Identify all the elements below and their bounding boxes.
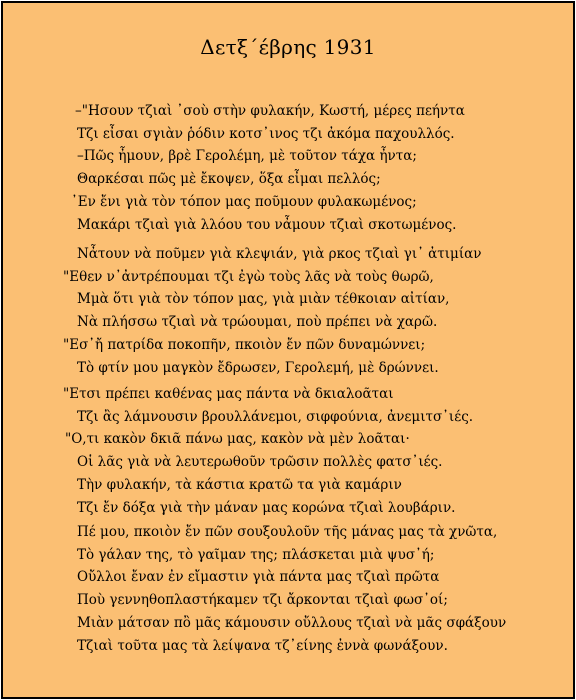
poem-line: Τζι εἶσαι σγιὰν ῥόδιν κοτσ᾽ινος τζι ἀκόμα παχουλλός. — [77, 125, 455, 142]
poem-line: Νὰ πλήσσω τζιαὶ νὰ τρώουμαι, ποὺ πρέπει νὰ χαρῶ. — [77, 314, 438, 331]
poem-line: Μακάρι τζιαὶ γιὰ λλόου του νἆμουν τζιαὶ σκοτωμένος. — [77, 216, 457, 233]
poem-line: Πέ μου, πκοιὸν ἔν πῶν σουξουλοῦν τῆς μάνας μας τὰ χνῶτα, — [77, 524, 498, 540]
poem-line: Ποὺ γεννηθοπλαστήκαμεν τζι ἄρκονται τζιαὶ φωσ᾽οί; — [77, 592, 448, 609]
poem-line: ᾽Εν ἔνι γιὰ τὸν τόπον μας ποῦμουν φυλακωμένος; — [71, 193, 417, 210]
poem-line: Θαρκέσαι πῶς μὲ ἔκοψεν, ὅξα εἶμαι πελλός; — [77, 171, 381, 188]
poem-line: Μιὰν μάτσαν πὂ μᾶς κάμουσιν οὔλλους τζιαὶ νὰ μᾶς σφάξουν — [77, 614, 507, 631]
poem-line: Τὴν φυλακήν, τὰ κάστια κρατῶ τα γιὰ καμάριν — [77, 476, 402, 493]
poem-line: Τὸ φτίν μου μαγκὸν ἔδρωσεν, Γερολεμή, μὲ δρώννει. — [77, 359, 439, 376]
poem-line: "Εθεν ν᾽ἀντρέπουμαι τζι ἐγὼ τοὺς λᾶς νὰ τοὺς θωρῶ, — [63, 268, 434, 285]
poem-line: –"Ησουν τζιαὶ ᾽σοὺ στὴν φυλακήν, Κωστή, μέρες πεήντα — [75, 103, 465, 119]
stanza-2 — [63, 243, 553, 379]
poem-line: Τζιαὶ τοῦτα μας τὰ λείψανα τζ᾽είνης ἐννὰ φωνάξουν. — [77, 637, 448, 654]
poem-line: Τὸ γάλαν της, τὸ γαῖμαν της; πλάσκεται μιὰ ψυσ᾽ή; — [77, 546, 435, 563]
poem-line: Τζι ἂς λάμνουσιν βρουλλάνεμοι, σιφφούνια, ἀνεμιτσ᾽ιές. — [77, 408, 474, 425]
poem-line: Οὔλλοι ἔναν ἐν εἴμαστιν γιὰ πάντα μας τζιαὶ πρῶτα — [77, 569, 440, 586]
poem-line: –Πῶς ἦμουν, βρὲ Γερολέμη, μὲ τοῦτον τάχα ἦντα; — [77, 148, 417, 165]
poem-page — [1, 1, 575, 699]
poem-line: Μμὰ ὅτι γιὰ τὸν τόπον μας, γιὰ μιὰν τέθκοιαν αἰτίαν, — [77, 291, 450, 308]
poem-line: Νἆτουν νὰ ποῦμεν γιὰ κλεψιάν, γιὰ ρκος τζιαὶ γι᾽ ἀτιμίαν — [77, 246, 482, 262]
poem-line: "Ετσι πρέπει καθένας μας πάντα νὰ δκιαλοᾶται — [63, 386, 394, 402]
poem-line: Οἱ λᾶς γιὰ νὰ λευτερωθοῦν τρῶσιν πολλὲς φατσ᾽ιές. — [77, 454, 443, 471]
poem-line: "Ο,τι κακὸν δκιᾶ πάνω μας, κακὸν νὰ μὲν λοᾶται· — [65, 431, 410, 448]
stanza-4 — [63, 521, 553, 657]
poem-title: Δετξ΄έβρης 1931 — [200, 35, 376, 59]
stanza-3 — [63, 383, 553, 519]
poem-line: Τζι ἔν δόξα γιὰ τὴν μάναν μας κορώνα τζιαὶ λουβάριν. — [77, 499, 456, 516]
stanza-1 — [63, 100, 553, 236]
poem-line: "Εσ᾽ἤ πατρίδα ποκοπῆν, πκοιὸν ἔν πῶν δυναμώννει; — [63, 336, 426, 353]
